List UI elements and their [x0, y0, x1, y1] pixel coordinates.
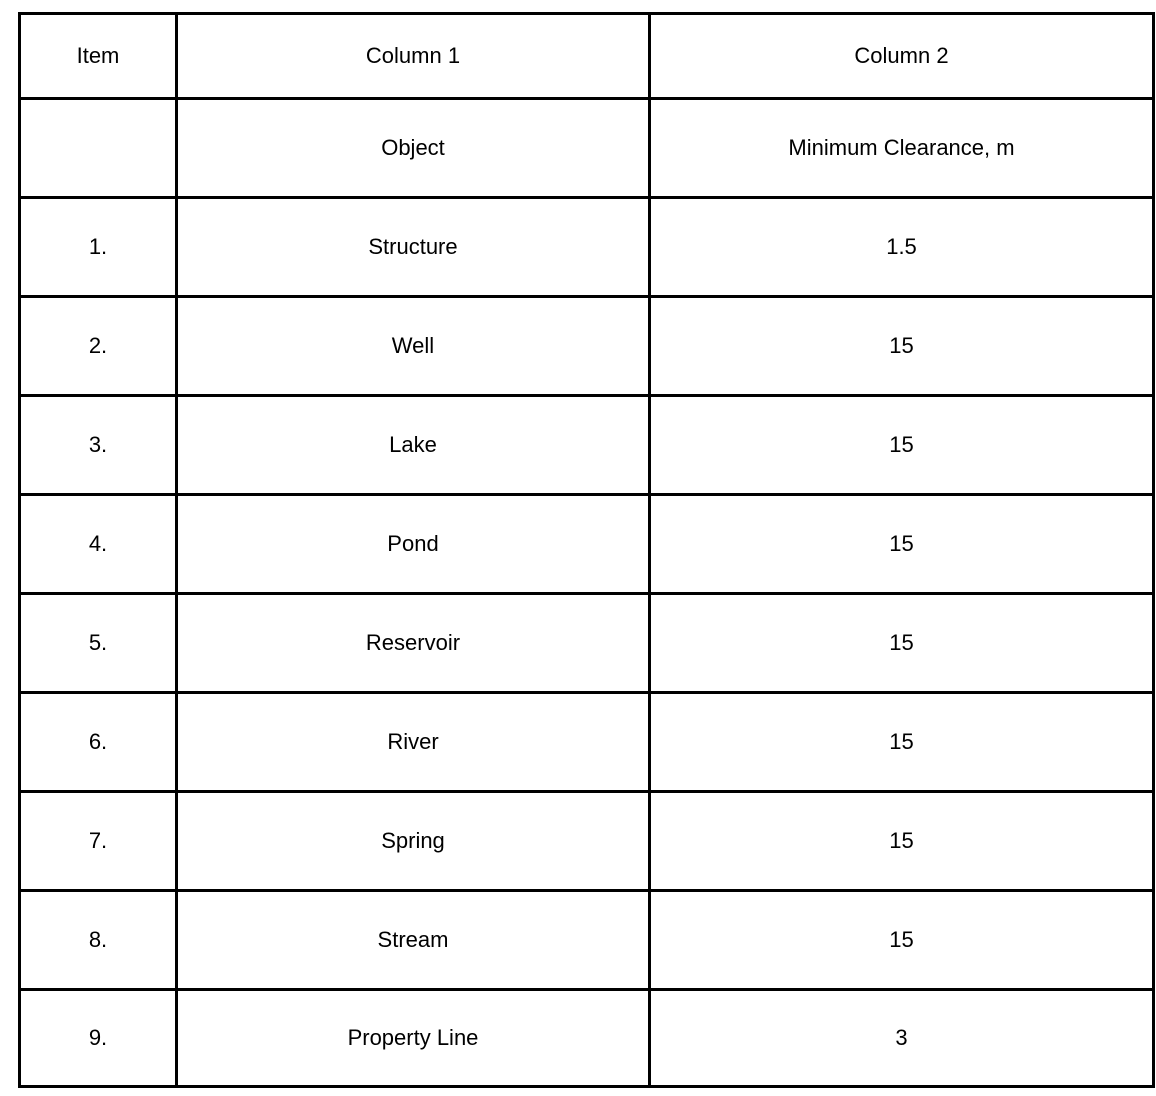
header-column-1: Column 1	[177, 14, 650, 99]
table-row	[20, 495, 1154, 594]
item-number: 1.	[20, 198, 177, 297]
object-cell: Lake	[177, 396, 650, 495]
subheader-item	[20, 99, 177, 198]
table-row	[20, 198, 1154, 297]
subheader-object: Object	[177, 99, 650, 198]
clearance-cell: 15	[650, 693, 1154, 792]
item-number: 6.	[20, 693, 177, 792]
item-number: 9.	[20, 990, 177, 1087]
header-item: Item	[20, 14, 177, 99]
clearance-cell: 15	[650, 891, 1154, 990]
subheader-minimum-clearance: Minimum Clearance, m	[650, 99, 1154, 198]
table-row	[20, 792, 1154, 891]
object-cell: Structure	[177, 198, 650, 297]
clearance-cell: 15	[650, 495, 1154, 594]
item-number: 2.	[20, 297, 177, 396]
object-cell: Spring	[177, 792, 650, 891]
item-number: 7.	[20, 792, 177, 891]
table-row	[20, 297, 1154, 396]
table-row	[20, 396, 1154, 495]
item-number: 3.	[20, 396, 177, 495]
object-cell: River	[177, 693, 650, 792]
header-column-2: Column 2	[650, 14, 1154, 99]
item-number: 5.	[20, 594, 177, 693]
header-row	[20, 14, 1154, 99]
object-cell: Reservoir	[177, 594, 650, 693]
object-cell: Well	[177, 297, 650, 396]
subheader-row	[20, 99, 1154, 198]
object-cell: Property Line	[177, 990, 650, 1087]
table-row	[20, 594, 1154, 693]
clearance-cell: 1.5	[650, 198, 1154, 297]
object-cell: Pond	[177, 495, 650, 594]
table-row	[20, 990, 1154, 1087]
table-row	[20, 891, 1154, 990]
item-number: 4.	[20, 495, 177, 594]
item-number: 8.	[20, 891, 177, 990]
table-row	[20, 693, 1154, 792]
object-cell: Stream	[177, 891, 650, 990]
clearance-table	[18, 12, 1155, 1088]
clearance-cell: 15	[650, 396, 1154, 495]
clearance-cell: 3	[650, 990, 1154, 1087]
clearance-cell: 15	[650, 594, 1154, 693]
clearance-cell: 15	[650, 297, 1154, 396]
clearance-cell: 15	[650, 792, 1154, 891]
